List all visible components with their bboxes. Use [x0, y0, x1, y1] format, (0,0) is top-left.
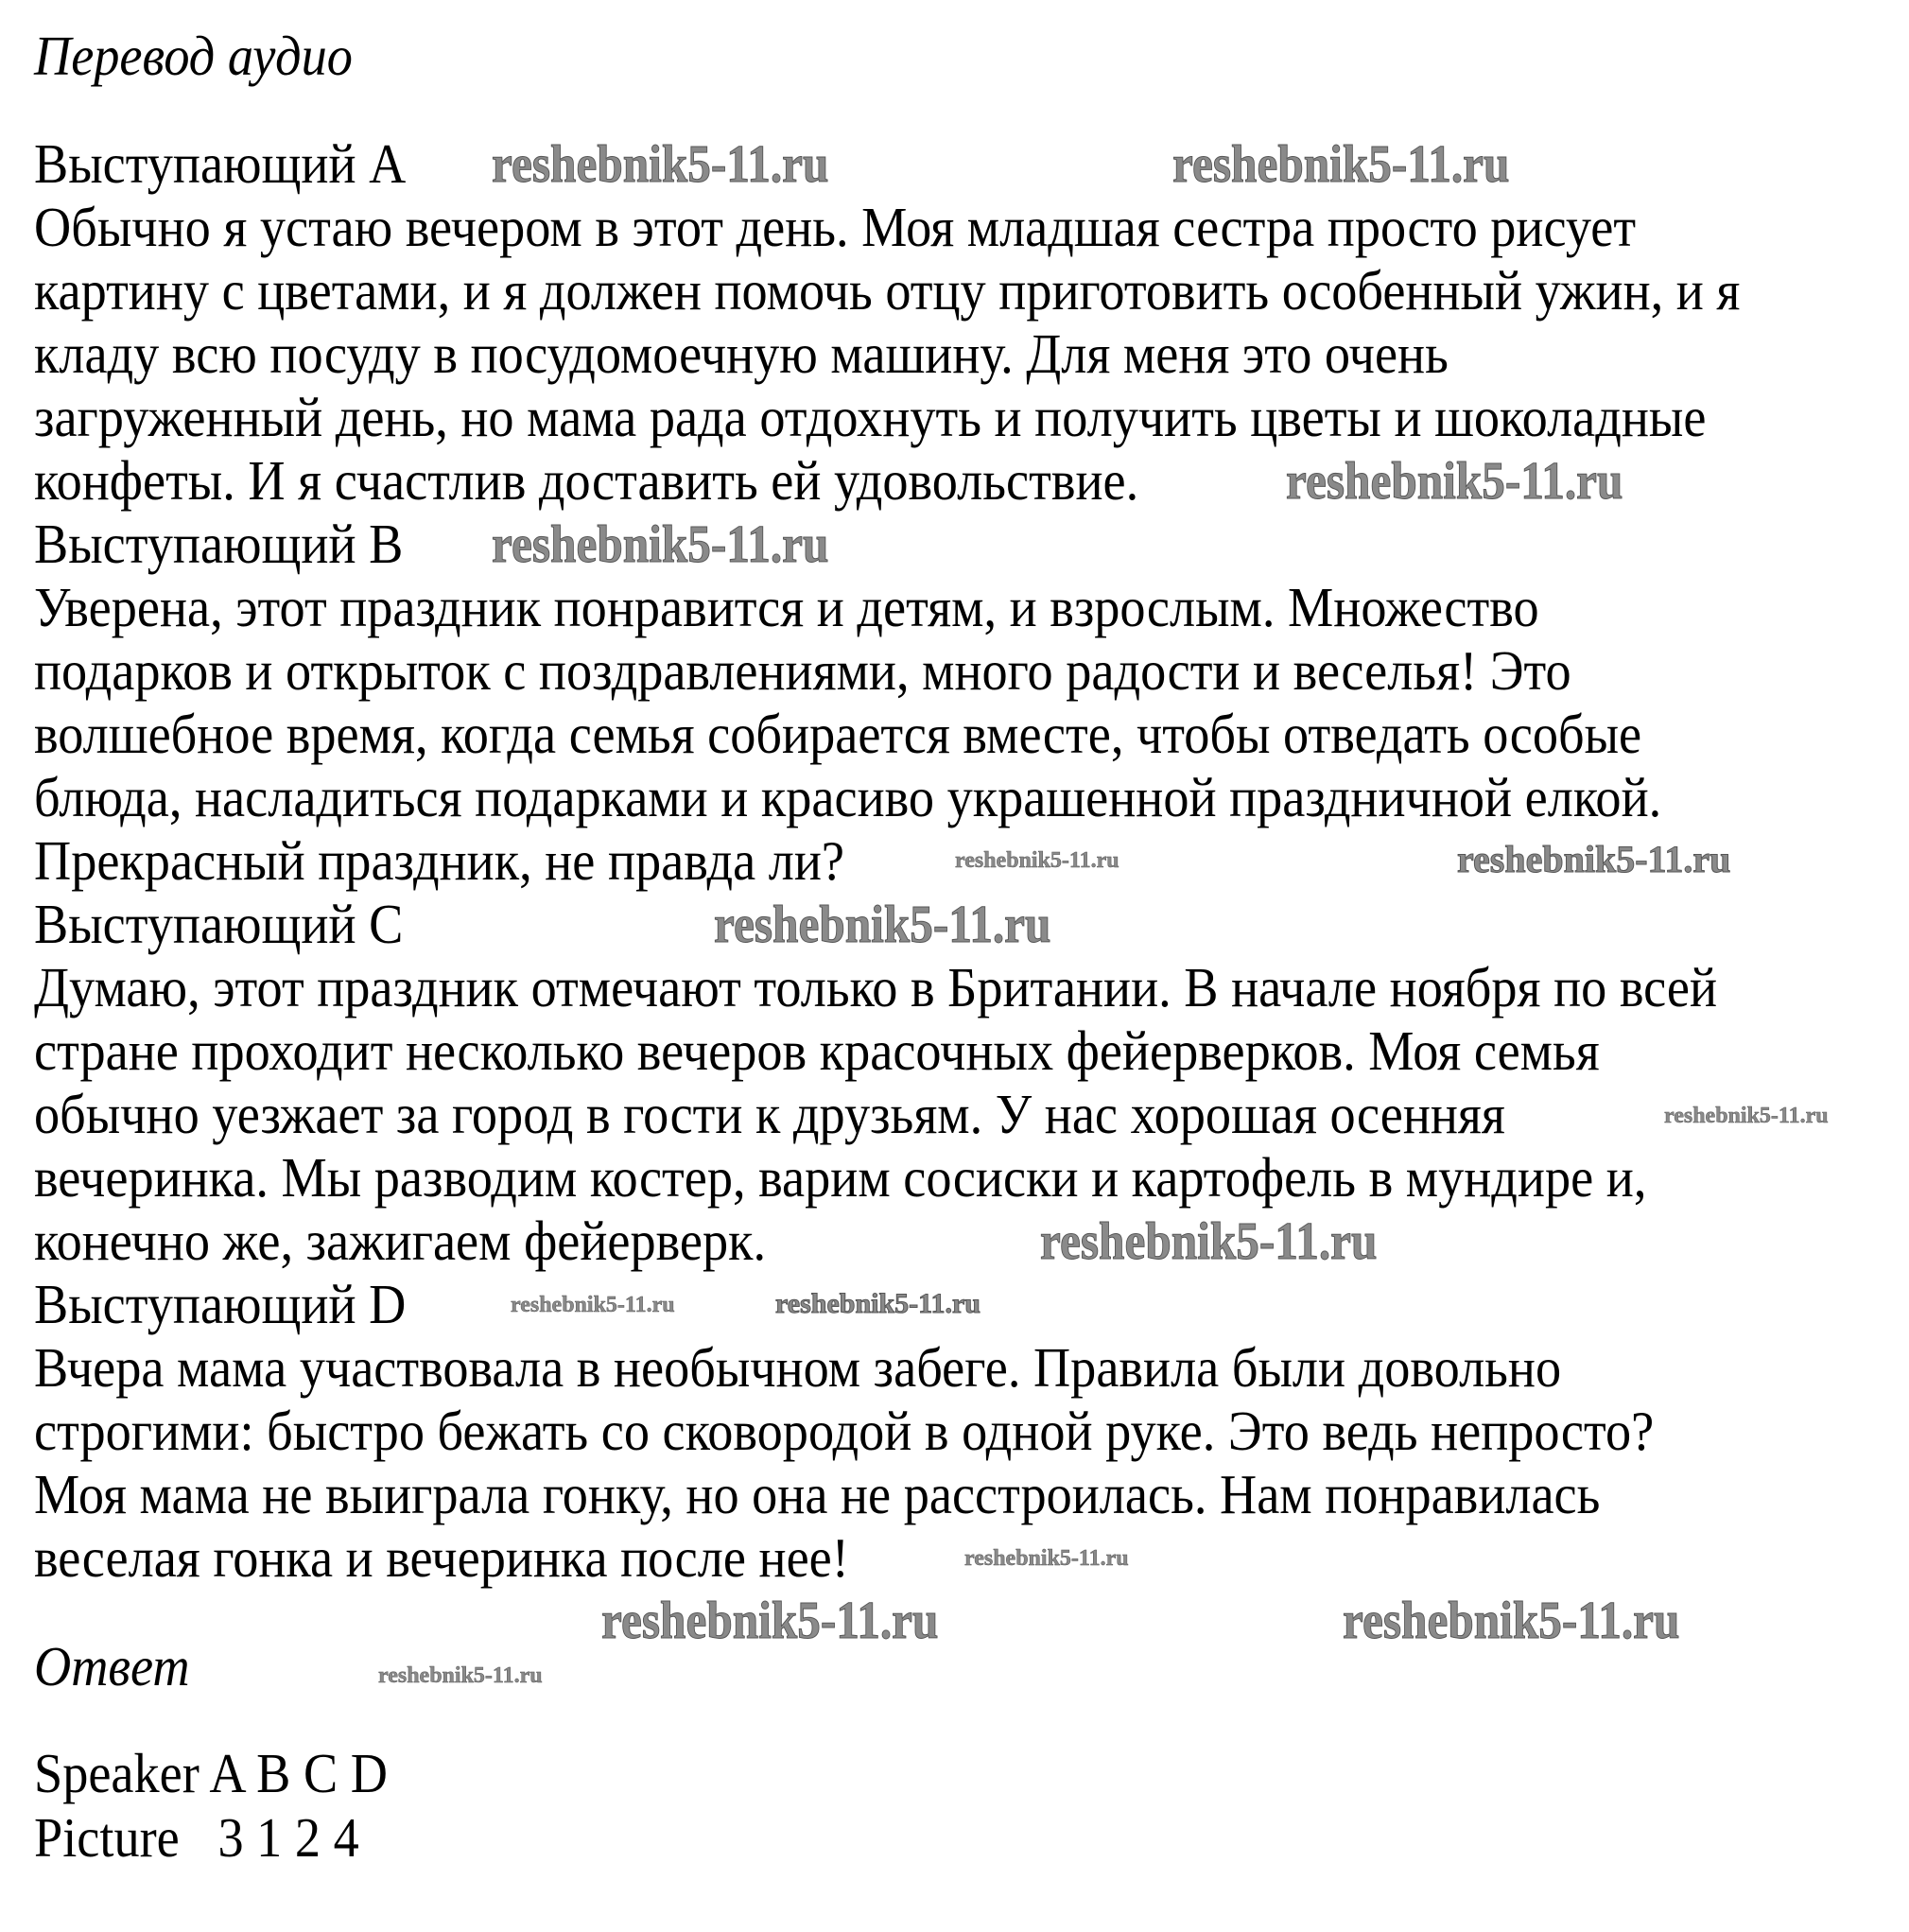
speaker-text-line: картину с цветами, и я должен помочь отцу приготовить особенный ужин, и я [34, 259, 1741, 322]
speaker-text-line: Уверена, этот праздник понравится и детям, и взрослым. Множество [34, 576, 1539, 638]
speaker-text-line: Обычно я устаю вечером в этот день. Моя младшая сестра просто рисует [34, 196, 1637, 258]
speaker-text-line: обычно уезжает за город в гости к друзьям. У нас хорошая осенняя [34, 1083, 1505, 1145]
speaker-text-line: веселая гонка и вечеринка после нее! [34, 1526, 849, 1589]
speaker-text-line: строгими: быстро бежать со сковородой в одной руке. Это ведь непросто? [34, 1400, 1655, 1462]
speaker-text-line: волшебное время, когда семья собирается вместе, чтобы отведать особые [34, 703, 1642, 765]
speaker-label: Выступающий D [34, 1273, 407, 1335]
speaker-text-line: Прекрасный праздник, не правда ли? [34, 829, 845, 892]
speaker-label: Выступающий A [34, 132, 407, 195]
watermark: reshebnik5-11.ru [492, 135, 829, 194]
watermark: reshebnik5-11.ru [714, 896, 1051, 954]
watermark: reshebnik5-11.ru [1286, 452, 1623, 511]
answer-heading: Ответ [34, 1635, 190, 1697]
watermark: reshebnik5-11.ru [1343, 1592, 1680, 1650]
watermark: reshebnik5-11.ru [378, 1663, 543, 1688]
speaker-text-line: вечеринка. Мы разводим костер, варим сосиски и картофель в мундире и, [34, 1146, 1647, 1209]
page-title: Перевод аудио [34, 25, 353, 87]
speaker-text-line: Моя мама не выиграла гонку, но она не расстроилась. Нам понравилась [34, 1463, 1601, 1525]
watermark: reshebnik5-11.ru [1172, 135, 1510, 194]
watermark: reshebnik5-11.ru [964, 1546, 1129, 1571]
watermark: reshebnik5-11.ru [492, 515, 829, 574]
speaker-text-line: кладу всю посуду в посудомоечную машину. Для меня это очень [34, 322, 1449, 385]
watermark: reshebnik5-11.ru [1457, 838, 1731, 880]
speaker-label: Выступающий B [34, 513, 404, 575]
watermark: reshebnik5-11.ru [511, 1293, 675, 1317]
speaker-text-line: конфеты. И я счастлив доставить ей удовольствие. [34, 449, 1139, 512]
watermark: reshebnik5-11.ru [1040, 1212, 1378, 1271]
speaker-text-line: Думаю, этот праздник отмечают только в Британии. В начале ноября по всей [34, 956, 1718, 1018]
answer-speaker-row: Speaker A B C D [34, 1742, 388, 1804]
watermark: reshebnik5-11.ru [955, 848, 1119, 873]
speaker-text-line: стране проходит несколько вечеров красочных фейерверков. Моя семья [34, 1019, 1600, 1082]
watermark: reshebnik5-11.ru [775, 1288, 981, 1319]
speaker-text-line: блюда, насладиться подарками и красиво украшенной праздничной елкой. [34, 766, 1662, 828]
speaker-text-line: Вчера мама участвовала в необычном забеге. Правила были довольно [34, 1336, 1562, 1399]
speaker-label: Выступающий C [34, 893, 404, 955]
speaker-text-line: подарков и открыток с поздравлениями, много радости и веселья! Это [34, 639, 1571, 702]
answer-picture-row: Picture 3 1 2 4 [34, 1806, 359, 1869]
watermark: reshebnik5-11.ru [601, 1592, 939, 1650]
speaker-text-line: загруженный день, но мама рада отдохнуть и получить цветы и шоколадные [34, 386, 1707, 448]
watermark: reshebnik5-11.ru [1664, 1104, 1829, 1128]
speaker-text-line: конечно же, зажигаем фейерверк. [34, 1210, 767, 1272]
